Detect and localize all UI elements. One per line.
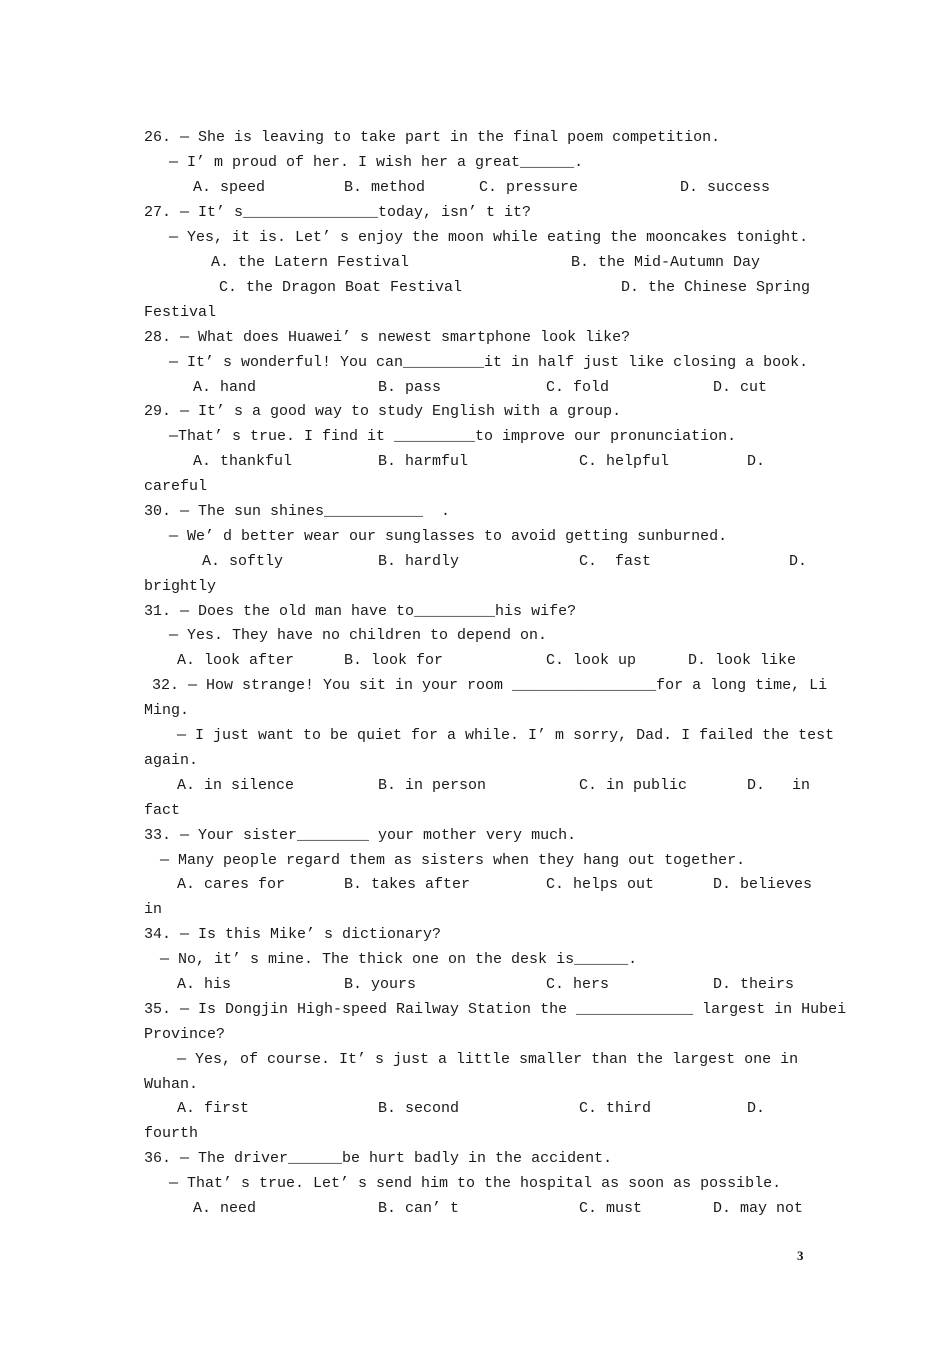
option-d: D.: [789, 553, 808, 570]
question-27-options-cd: [0, 275, 950, 300]
option-d: D. theirs: [713, 976, 795, 993]
question-reply-wrap: Wuhan.: [144, 1076, 199, 1093]
question-32-wrap: [0, 798, 950, 823]
option-c: C. pressure: [479, 179, 579, 196]
question-27: [0, 200, 950, 225]
question-33: [0, 823, 950, 848]
question-stem: 27. — It’ s_______________today, isn’ t it?: [144, 204, 532, 221]
option-b: B. can’ t: [378, 1200, 460, 1217]
question-stem: 30. — The sun shines___________ .: [144, 503, 451, 520]
question-reply: — Yes. They have no children to depend on.: [169, 627, 548, 644]
question-30: [0, 499, 950, 524]
question-29-wrap: [0, 474, 950, 499]
question-27-wrap: [0, 300, 950, 325]
question-28-reply: [0, 350, 950, 375]
question-reply: —That’ s true. I find it _________to improve our pronunciation.: [169, 428, 737, 445]
question-35: [0, 997, 950, 1022]
question-stem: 31. — Does the old man have to_________his wife?: [144, 603, 577, 620]
option-b: B. in person: [378, 777, 487, 794]
option-d-wrap: fourth: [144, 1125, 199, 1142]
option-d: D. success: [680, 179, 771, 196]
question-32-reply-wrap: [0, 748, 950, 773]
question-stem: 26. — She is leaving to take part in the final poem competition.: [144, 129, 721, 146]
question-reply: — No, it’ s mine. The thick one on the desk is______.: [160, 951, 638, 968]
question-reply: — Yes, of course. It’ s just a little smaller than the largest one in: [177, 1051, 799, 1068]
option-d: D. in: [747, 777, 811, 794]
option-b: B. yours: [344, 976, 417, 993]
question-29: [0, 399, 950, 424]
question-36: [0, 1146, 950, 1171]
option-a: A. the Latern Festival: [211, 254, 410, 271]
question-27-options-ab: [0, 250, 950, 275]
option-a: A. first: [177, 1100, 250, 1117]
question-26-reply: [0, 150, 950, 175]
question-36-reply: [0, 1171, 950, 1196]
question-stem: 28. — What does Huawei’ s newest smartphone look like?: [144, 329, 631, 346]
option-b: B. method: [344, 179, 426, 196]
question-stem: 34. — Is this Mike’ s dictionary?: [144, 926, 442, 943]
question-35-wrap: [0, 1121, 950, 1146]
question-34-reply: [0, 947, 950, 972]
question-30-wrap: [0, 574, 950, 599]
option-d-wrap: in: [144, 901, 163, 918]
question-30-options: [0, 549, 950, 574]
option-d: D. believes: [713, 876, 813, 893]
question-31: [0, 599, 950, 624]
question-33-options: [0, 872, 950, 897]
question-28: [0, 325, 950, 350]
question-stem: 29. — It’ s a good way to study English with a group.: [144, 403, 622, 420]
question-35-options: [0, 1096, 950, 1121]
option-d: D.: [747, 1100, 766, 1117]
option-c: C. helpful: [579, 453, 670, 470]
option-a: A. look after: [177, 652, 295, 669]
option-c: C. the Dragon Boat Festival: [219, 279, 463, 296]
question-stem: 33. — Your sister________ your mother very much.: [144, 827, 577, 844]
question-32-stem-wrap: [0, 698, 950, 723]
question-reply: — We’ d better wear our sunglasses to avoid getting sunburned.: [169, 528, 728, 545]
option-d: D. cut: [713, 379, 768, 396]
option-a: A. hand: [193, 379, 257, 396]
question-27-reply: [0, 225, 950, 250]
option-b: B. takes after: [344, 876, 471, 893]
question-reply: — Many people regard them as sisters when they hang out together.: [160, 852, 746, 869]
option-c: C. in public: [579, 777, 688, 794]
question-reply: — It’ s wonderful! You can_________it in half just like closing a book.: [169, 354, 809, 371]
question-stem: 36. — The driver______be hurt badly in the accident.: [144, 1150, 613, 1167]
question-26: [0, 125, 950, 150]
option-c: C. fold: [546, 379, 610, 396]
question-26-options: [0, 175, 950, 200]
question-33-wrap: [0, 897, 950, 922]
option-d-wrap: fact: [144, 802, 181, 819]
question-reply: — I just want to be quiet for a while. I’ m sorry, Dad. I failed the test: [177, 727, 835, 744]
option-a: A. thankful: [193, 453, 293, 470]
option-c: C. helps out: [546, 876, 655, 893]
option-d-wrap: Festival: [144, 304, 217, 321]
question-33-reply: [0, 848, 950, 873]
question-reply-wrap: again.: [144, 752, 199, 769]
question-30-reply: [0, 524, 950, 549]
question-stem: 35. — Is Dongjin High-speed Railway Station the _____________ largest in Hubei: [144, 1001, 847, 1018]
question-reply: — Yes, it is. Let’ s enjoy the moon while eating the mooncakes tonight.: [169, 229, 809, 246]
question-35-reply: [0, 1047, 950, 1072]
option-a: A. need: [193, 1200, 257, 1217]
option-c: C. third: [579, 1100, 652, 1117]
option-a: A. his: [177, 976, 232, 993]
option-c: C. must: [579, 1200, 643, 1217]
option-b: B. second: [378, 1100, 460, 1117]
option-b: B. hardly: [378, 553, 460, 570]
option-c: C. look up: [546, 652, 637, 669]
question-34-options: [0, 972, 950, 997]
option-d: D. may not: [713, 1200, 804, 1217]
option-a: A. in silence: [177, 777, 295, 794]
option-b: B. the Mid-Autumn Day: [571, 254, 761, 271]
question-stem-wrap: Ming.: [144, 702, 190, 719]
option-b: B. pass: [378, 379, 442, 396]
question-29-reply: [0, 424, 950, 449]
question-34: [0, 922, 950, 947]
option-b: B. look for: [344, 652, 444, 669]
question-31-reply: [0, 623, 950, 648]
page-number: 3: [797, 1248, 804, 1263]
question-reply: — I’ m proud of her. I wish her a great______.: [169, 154, 584, 171]
option-c: C. fast: [579, 553, 652, 570]
question-31-options: [0, 648, 950, 673]
option-a: A. cares for: [177, 876, 286, 893]
question-28-options: [0, 375, 950, 400]
option-a: A. speed: [193, 179, 266, 196]
option-c: C. hers: [546, 976, 610, 993]
question-stem-wrap: Province?: [144, 1026, 226, 1043]
question-stem: 32. — How strange! You sit in your room ________________for a long time, Li: [152, 677, 828, 694]
question-35-reply-wrap: [0, 1072, 950, 1097]
option-d-wrap: brightly: [144, 578, 217, 595]
question-reply: — That’ s true. Let’ s send him to the hospital as soon as possible.: [169, 1175, 782, 1192]
question-32: [0, 673, 950, 698]
option-d: D.: [747, 453, 766, 470]
option-d-wrap: careful: [144, 478, 208, 495]
question-35-stem-wrap: [0, 1022, 950, 1047]
option-b: B. harmful: [378, 453, 469, 470]
question-29-options: [0, 449, 950, 474]
option-a: A. softly: [202, 553, 284, 570]
option-d: D. the Chinese Spring: [621, 279, 811, 296]
question-32-options: [0, 773, 950, 798]
question-36-options: [0, 1196, 950, 1221]
option-d: D. look like: [688, 652, 797, 669]
question-32-reply: [0, 723, 950, 748]
